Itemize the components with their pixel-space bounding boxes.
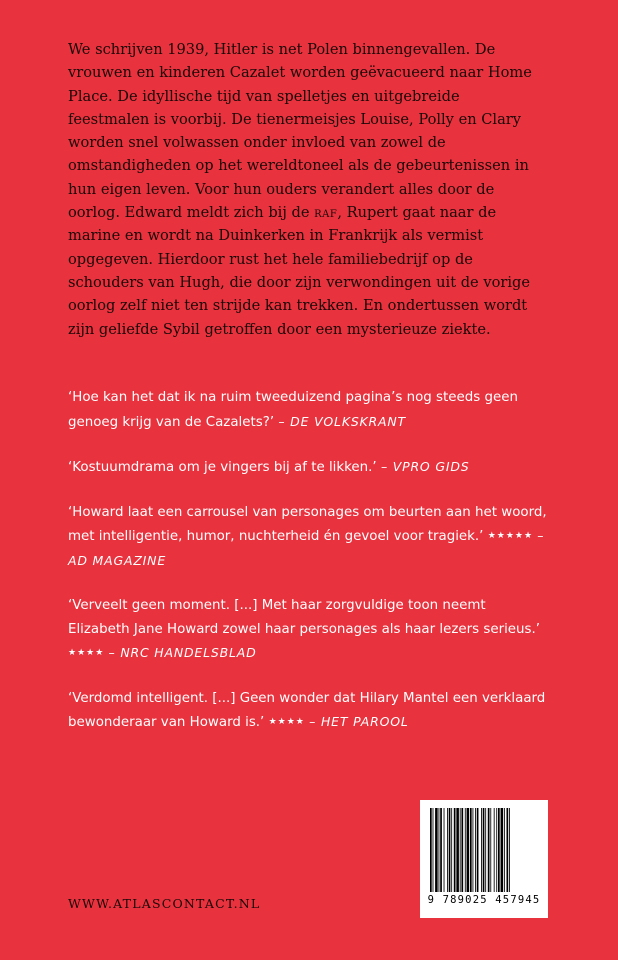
barcode-bar bbox=[447, 808, 448, 892]
barcode-bar bbox=[465, 808, 466, 892]
quote-text: ‘Verveelt geen moment. [...] Met haar zorgvuldige toon neemt Elizabeth Jane Howard zowel haar personages als haar lezers serieus.’ bbox=[68, 598, 541, 637]
barcode-bar bbox=[475, 808, 476, 892]
barcode bbox=[420, 800, 548, 918]
quote-text: ‘Verdomd intelligent. [...] Geen wonder dat Hilary Mantel een verklaard bewonderaar van Howard is.’ bbox=[68, 690, 546, 730]
quote-source: – DE VOLKSKRANT bbox=[278, 413, 406, 429]
barcode-bar bbox=[483, 808, 485, 892]
barcode-bar bbox=[494, 808, 495, 892]
synopsis-part-1: We schrijven 1939, Hitler is net Polen binnengevallen. De vrouwen en kinderen Cazalet worden geëvacueerd naar Home Place. De idyllische tijd van spelletjes en uitgebreide feestmalen is voorbij. De tienermeisjes Louise, Polly en Clary worden snel volwassen onder invloed van zowel de omstandigheden op het wereldtoneel als de gebeurtenissen in hun eigen leven. Voor hun ouders verandert alles door de oorlog. Edward meldt zich bij de bbox=[68, 41, 532, 222]
barcode-bar bbox=[501, 808, 504, 892]
rating-stars: ★★★★ bbox=[68, 648, 105, 658]
barcode-bar bbox=[451, 808, 452, 892]
barcode-bar bbox=[440, 808, 442, 892]
barcode-bar bbox=[430, 808, 432, 892]
quote-source: – VPRO GIDS bbox=[380, 459, 470, 474]
review-quote bbox=[68, 687, 548, 735]
review-quote bbox=[68, 594, 548, 666]
barcode-bar bbox=[485, 808, 486, 892]
barcode-bar bbox=[460, 808, 461, 892]
review-quote bbox=[68, 501, 548, 574]
quote-source: – AD MAGAZINE bbox=[68, 528, 545, 568]
review-quote bbox=[68, 386, 548, 434]
barcode-bar bbox=[449, 808, 451, 892]
rating-stars: ★★★★★ bbox=[487, 531, 534, 541]
barcode-bar bbox=[433, 808, 434, 892]
barcode-bar bbox=[467, 808, 470, 892]
barcode-bar bbox=[504, 808, 505, 892]
quote-text: ‘Howard laat een carrousel van personages om beurten aan het woord, met intelligentie, humor, nuchterheid én gevoel voor tragiek.’ bbox=[68, 504, 547, 544]
barcode-bar bbox=[435, 808, 438, 892]
synopsis-blurb bbox=[68, 38, 544, 341]
quote-source: – HET PAROOL bbox=[309, 714, 409, 729]
synopsis-part-2: , Rupert gaat naar de marine en wordt na Duinkerken in Frankrijk als vermist opgegeven. Hierdoor rust het hele familiebedrijf op de schouders van Hugh, die door zijn verwondingen uit de vorige oorlog zelf niet ten strijde kan trekken. En ondertussen wordt zijn geliefde Sybil getroffen door een mysterieuze ziekte. bbox=[68, 204, 530, 338]
barcode-bar bbox=[509, 808, 510, 892]
barcode-bar bbox=[439, 808, 440, 892]
barcode-bar bbox=[507, 808, 509, 892]
review-quotes bbox=[68, 386, 548, 756]
synopsis-raf: raf bbox=[314, 204, 338, 222]
barcode-bar bbox=[477, 808, 479, 892]
barcode-bar bbox=[496, 808, 497, 892]
barcode-bar bbox=[481, 808, 482, 892]
barcode-bars bbox=[428, 808, 540, 892]
barcode-bar bbox=[473, 808, 474, 892]
barcode-bar bbox=[456, 808, 459, 892]
review-quote bbox=[68, 455, 548, 480]
isbn-number: 9 789025 457945 bbox=[427, 894, 541, 906]
barcode-bar bbox=[461, 808, 463, 892]
quote-source: – NRC HANDELSBLAD bbox=[108, 645, 257, 660]
barcode-bar bbox=[498, 808, 500, 892]
barcode-bar bbox=[488, 808, 490, 892]
rating-stars: ★★★★ bbox=[268, 717, 305, 727]
barcode-bar bbox=[470, 808, 472, 892]
quote-text: ‘Kostuumdrama om je vingers bij af te likken.’ bbox=[68, 460, 377, 475]
barcode-bar bbox=[454, 808, 456, 892]
quote-text: ‘Hoe kan het dat ik na ruim tweeduizend pagina’s nog steeds geen genoeg krijg van de Cazalets?’ bbox=[68, 390, 518, 430]
barcode-bar bbox=[490, 808, 491, 892]
barcode-bar bbox=[444, 808, 445, 892]
publisher-website: WWW.ATLASCONTACT.NL bbox=[68, 896, 261, 911]
